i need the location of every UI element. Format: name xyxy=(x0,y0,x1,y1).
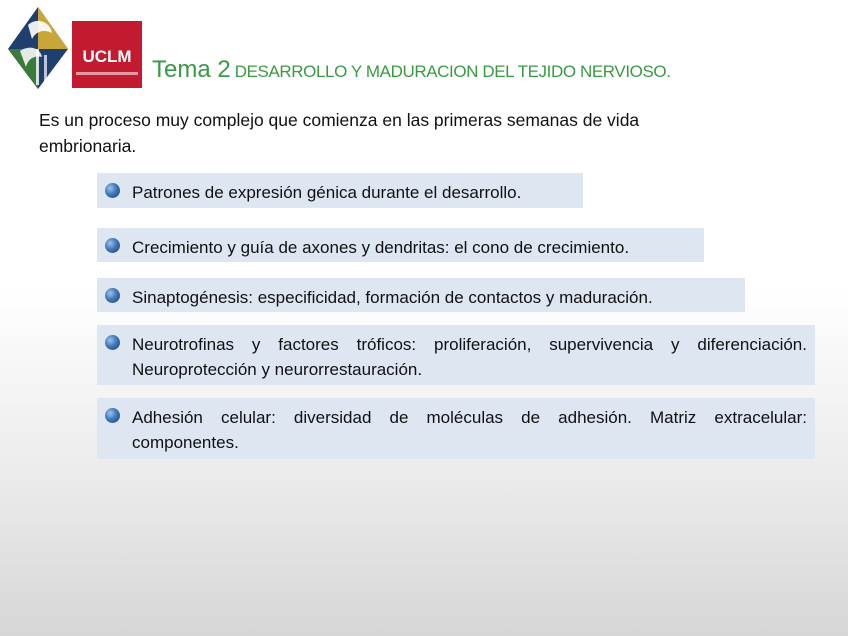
bullet-dot-icon xyxy=(105,238,120,253)
bullet-item xyxy=(97,398,815,459)
bullet-text: Crecimiento y guía de axones y dendritas: el cono de crecimiento. xyxy=(132,238,630,257)
bullet-dot-icon xyxy=(105,335,120,350)
intro-paragraph: Es un proceso muy complejo que comienza en las primeras semanas de vida embrionaria. xyxy=(39,110,640,156)
bullet-text: Patrones de expresión génica durante el desarrollo. xyxy=(132,183,522,202)
bullet-item xyxy=(97,228,704,262)
bullet-item xyxy=(97,325,815,385)
bullet-dot-icon xyxy=(105,288,120,303)
uclm-logo-text: UCLM xyxy=(82,47,132,66)
bullet-dot-icon xyxy=(105,183,120,198)
bullet-text: Neurotrofinas y factores tróficos: proliferación, supervivencia y diferenciación. Neuroprotección y neurorrestauración. xyxy=(132,335,807,379)
title-sub: DESARROLLO Y MADURACION DEL TEJIDO NERVIOSO. xyxy=(234,62,671,81)
slide-title xyxy=(152,56,671,84)
bullet-dot-icon xyxy=(105,408,120,423)
bullet-item xyxy=(97,278,745,312)
bullet-text: Sinaptogénesis: especificidad, formación de contactos y maduración. xyxy=(132,288,653,307)
title-main: Tema 2 xyxy=(152,56,231,83)
bullet-item xyxy=(97,173,583,208)
university-emblem-logo xyxy=(6,5,70,89)
uclm-logo-subline xyxy=(76,72,138,75)
bullet-text: Adhesión celular: diversidad de moléculas de adhesión. Matriz extracelular: componentes. xyxy=(132,408,807,452)
uclm-logo xyxy=(72,21,142,88)
